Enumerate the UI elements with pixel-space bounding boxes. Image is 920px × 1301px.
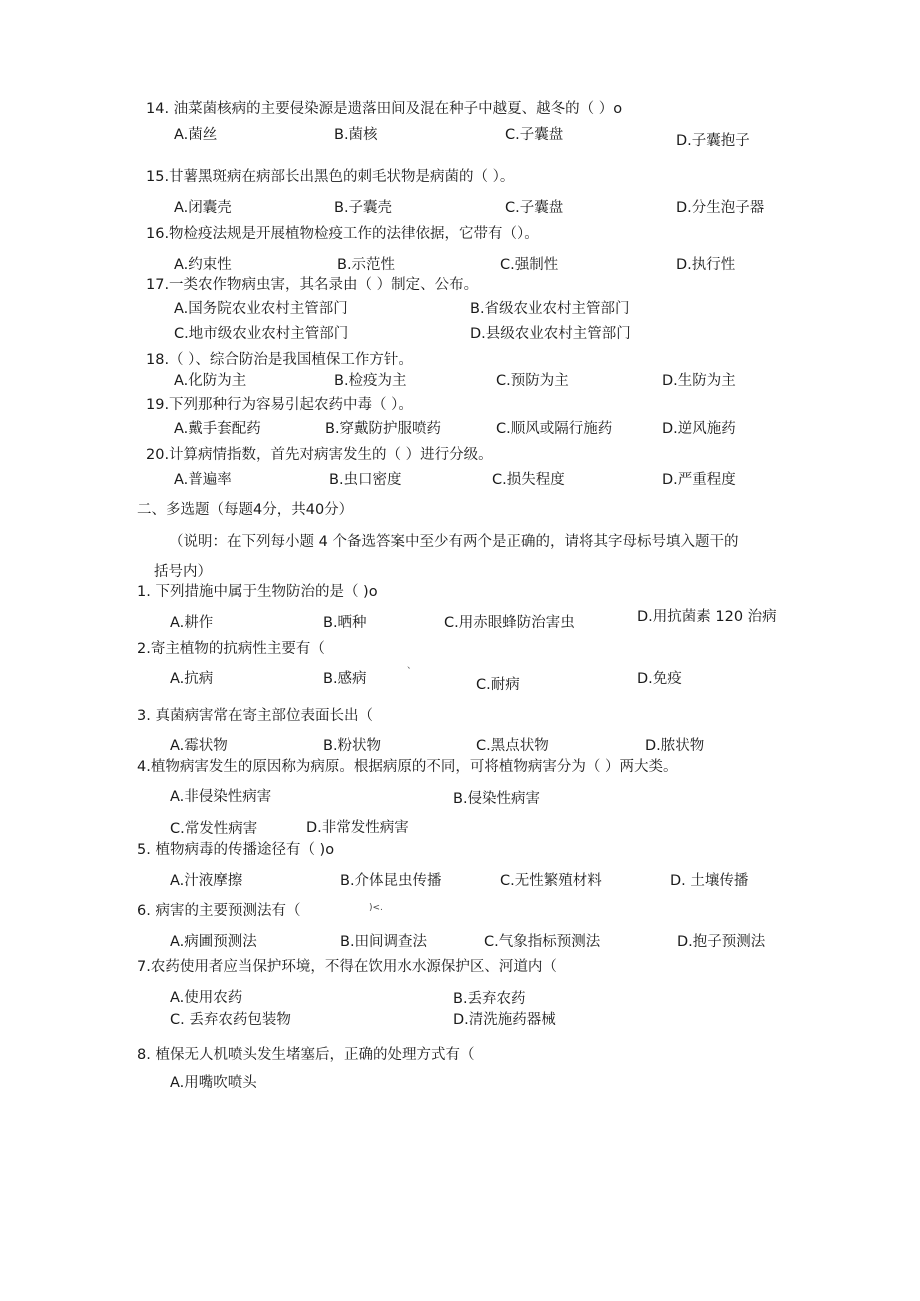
section-note-line1: （说明：在下列每小题 4 个备选答案中至少有两个是正确的，请将其字母标号填入题干的 [169,534,739,550]
m5-option-c: C.无性繁殖材料 [500,873,602,889]
q17-option-d: D.县级农业农村主管部门 [470,326,631,342]
q18-option-a: A.化防为主 [174,373,247,389]
m7-option-b: B.丢弃农药 [453,991,526,1007]
m2-stem: 2.寄主植物的抗病性主要有（ [137,641,325,657]
section-note-line2: 括号内） [154,564,212,580]
m2-option-b: B.感病 [323,671,367,687]
q15-option-b: B.子囊壳 [334,200,393,216]
m6-stem: 6. 病害的主要预测法有（ [137,903,301,919]
q20-option-d: D.严重程度 [662,472,736,488]
m5-option-d: D. 土壤传播 [670,873,749,889]
m8-option-a: A.用嘴吹喷头 [170,1075,257,1091]
q20-option-c: C.损失程度 [492,472,565,488]
m7-option-d: D.清洗施药器械 [453,1012,556,1028]
q17-option-c: C.地市级农业农村主管部门 [174,326,349,342]
m2-option-d: D.免疫 [637,671,682,687]
m8-stem: 8. 植保无人机喷头发生堵塞后，正确的处理方式有（ [137,1047,475,1063]
q14-option-a: A.菌丝 [174,127,218,143]
m1-stem: 1. 下列措施中属于生物防治的是（ )o [137,584,378,600]
q20-option-a: A.普遍率 [174,472,232,488]
m1-option-b: B.晒种 [323,615,367,631]
q16-stem: 16.物检疫法规是开展植物检疫工作的法律依据，它带有（）。 [146,226,539,242]
q14-option-c: C.子囊盘 [505,127,564,143]
q19-option-b: B.穿戴防护服喷药 [325,421,442,437]
m7-option-c: C. 丢弃农药包装物 [170,1012,291,1028]
q18-option-d: D.生防为主 [662,373,736,389]
q14-stem: 14. 油菜菌核病的主要侵染源是遗落田间及混在种子中越夏、越冬的（ ）o [146,101,623,117]
m3-stem: 3. 真菌病害常在寄主部位表面长出（ [137,708,373,724]
m3-option-a: A.霉状物 [170,738,228,754]
m6-option-b: B.田间调查法 [340,934,428,950]
section-title: 二、多选题（每题4分，共40分） [137,502,354,518]
q15-stem: 15.甘薯黑斑病在病部长出黑色的刺毛状物是病菌的（ ）。 [146,169,515,185]
q20-option-b: B.虫口密度 [329,472,402,488]
m2-option-c: C.耐病 [476,677,520,693]
m5-stem: 5. 植物病毒的传播途径有（ )o [137,842,335,858]
q19-option-c: C.顺风或隔行施药 [496,421,613,437]
q16-option-a: A.约束性 [174,257,232,273]
q20-stem: 20.计算病情指数，首先对病害发生的（ ）进行分级。 [146,447,493,463]
m1-option-c: C.用赤眼蜂防治害虫 [444,615,575,631]
m7-option-a: A.使用农药 [170,990,243,1006]
q18-option-c: C.预防为主 [496,373,569,389]
m4-option-a: A.非侵染性病害 [170,789,272,805]
q15-option-d: D.分生泡子器 [676,200,765,216]
m3-option-b: B.粉状物 [323,738,382,754]
m3-option-d: D.脓状物 [645,738,705,754]
q19-stem: 19.下列那种行为容易引起农药中毒（ ）。 [146,397,413,413]
m5-option-b: B.介体昆虫传播 [340,873,442,889]
q16-option-d: D.执行性 [676,257,736,273]
q15-option-a: A.闭囊壳 [174,200,232,216]
m5-option-a: A.汁液摩擦 [170,873,243,889]
q15-option-c: C.子囊盘 [505,200,564,216]
m3-option-c: C.黑点状物 [476,738,549,754]
q19-option-a: A.戴手套配药 [174,421,261,437]
m1-option-a: A.耕作 [170,615,214,631]
m7-stem: 7.农药使用者应当保护环境，不得在饮用水水源保护区、河道内（ [137,959,557,975]
q16-option-c: C.强制性 [500,257,559,273]
m6-option-c: C.气象指标预测法 [484,934,601,950]
q16-option-b: B.示范性 [337,257,396,273]
q19-option-d: D.逆风施药 [662,421,736,437]
stray-mark: )<. [369,903,383,913]
m6-option-d: D.抱子预测法 [677,934,766,950]
q18-option-b: B.检疫为主 [334,373,407,389]
m6-option-a: A.病圃预测法 [170,934,257,950]
q17-option-b: B.省级农业农村主管部门 [470,301,630,317]
q18-stem: 18.（ ）、综合防治是我国植保工作方针。 [146,352,413,368]
m1-option-d: D.用抗菌素 120 治病 [637,609,777,625]
q17-option-a: A.国务院农业农村主管部门 [174,301,348,317]
m4-option-d: D.非常发性病害 [306,820,409,836]
q14-option-b: B.菌核 [334,127,378,143]
m4-option-c: C.常发性病害 [170,821,258,837]
m4-option-b: B.侵染性病害 [453,791,541,807]
stray-mark: 、 [407,661,417,671]
q17-stem: 17.一类农作物病虫害，其名录由（ ）制定、公布。 [146,277,479,293]
m4-stem: 4.植物病害发生的原因称为病原。根据病原的不同，可将植物病害分为（ ）两大类。 [137,759,678,775]
q14-option-d: D.子囊抱子 [676,133,750,149]
m2-option-a: A.抗病 [170,671,214,687]
